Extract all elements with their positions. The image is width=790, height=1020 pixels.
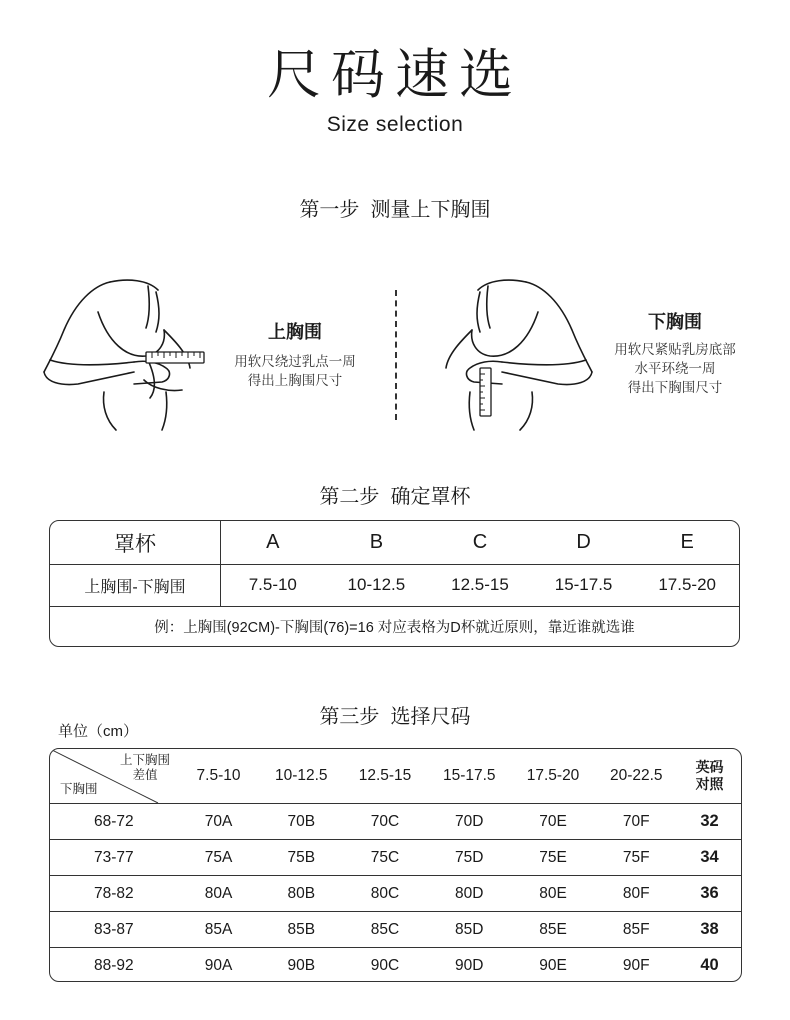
size-cell: 75E [539,848,567,866]
underbust-cell: 73-77 [93,848,134,866]
size-cell: 90C [370,956,400,974]
diff-column-header: 15-17.5 [442,767,496,784]
upper-bust-label: 上胸围 [268,322,322,342]
table-row [50,803,741,839]
corner-cell [50,749,178,803]
cup-range-row [50,564,739,607]
table-row [50,911,741,947]
size-cell: 80B [287,884,316,902]
size-cell: 75F [622,848,650,866]
size-cell: 70B [287,812,316,830]
cup-range: 17.5-20 [658,575,716,594]
cup-range: 10-12.5 [347,575,406,594]
uk-size-cell: 32 [700,812,719,830]
upper-bust-desc [212,352,378,390]
size-cell: 85C [370,920,400,938]
size-cell: 75C [370,848,400,866]
uk-size-cell: 34 [700,848,719,866]
size-cell: 80F [622,884,650,902]
diff-column-header: 10-12.5 [274,767,328,784]
size-cell: 70D [455,812,484,830]
upper-bust-desc-line: 得出上胸围尺寸 [247,373,343,388]
corner-bottom-label: 下胸围 [60,782,98,796]
size-cell: 90A [204,956,233,974]
underbust-cell: 88-92 [93,956,134,974]
underbust-cell: 68-72 [93,812,134,830]
table-row [50,839,741,875]
under-bust-illustration [420,272,598,432]
cup-range: 7.5-10 [248,575,297,594]
cup-header-row [50,521,739,565]
step2-heading: 第二步 确定罩杯 [319,486,471,508]
table-row [50,947,741,982]
size-cell: 80A [204,884,233,902]
page-title: 尺码速选 [267,45,523,105]
size-cell: 70C [370,812,400,830]
upper-bust-illustration [38,272,216,432]
unit-label: 单位（cm） [58,723,138,740]
cup-header-label: 罩杯 [50,521,221,564]
size-cell: 90E [539,956,567,974]
size-cell: 70F [622,812,650,830]
table-row [50,875,741,911]
uk-header-line: 英码 [695,759,724,775]
step1-heading: 第一步 测量上下胸围 [299,199,491,221]
size-cell: 75D [455,848,484,866]
cup-range: 12.5-15 [451,575,509,594]
uk-header-line: 对照 [695,776,724,792]
diff-column-header: 17.5-20 [526,767,580,784]
under-bust-desc-line: 得出下胸围尺寸 [627,380,723,395]
cup-range-label: 上胸围-下胸围 [50,564,221,606]
under-bust-desc-line: 水平环绕一周 [634,361,716,376]
size-cell: 85D [455,920,484,938]
size-cell: 90B [287,956,316,974]
page-subtitle: Size selection [326,113,464,136]
cup-range: 15-17.5 [554,575,613,594]
corner-top-line: 差值 [132,768,158,782]
cup-letter: A [266,531,280,553]
corner-top-line: 上下胸围 [120,753,171,767]
size-cell: 90F [622,956,650,974]
underbust-cell: 83-87 [93,920,134,938]
uk-size-cell: 38 [700,920,719,938]
size-cell: 85B [287,920,316,938]
diff-column-header: 7.5-10 [196,767,241,784]
step3-heading: 第三步 选择尺码 [319,706,471,728]
size-table [49,748,742,982]
size-header-row [50,749,741,803]
diff-column-header: 20-22.5 [609,767,663,784]
cup-table [49,520,740,647]
cup-letter: D [576,531,591,553]
size-cell: 70E [539,812,567,830]
uk-size-cell: 40 [700,956,719,974]
underbust-cell: 78-82 [93,884,134,902]
cup-letter: B [369,531,384,553]
size-cell: 75B [287,848,316,866]
size-cell: 90D [455,956,484,974]
section-divider [395,290,397,420]
size-cell: 85E [539,920,567,938]
under-bust-label: 下胸围 [648,312,702,332]
size-cell: 85F [622,920,650,938]
cup-letter: C [472,531,488,553]
uk-size-cell: 36 [700,884,719,902]
size-cell: 85A [204,920,233,938]
under-bust-desc-line: 用软尺紧贴乳房底部 [614,342,736,357]
size-cell: 80E [539,884,567,902]
uk-column-header [678,749,741,803]
diff-column-header: 12.5-15 [358,767,412,784]
size-cell: 75A [204,848,233,866]
upper-bust-desc-line: 用软尺绕过乳点一周 [234,354,356,369]
under-bust-desc [592,340,758,397]
size-cell: 80C [370,884,400,902]
size-cell: 70A [204,812,233,830]
cup-letter: E [680,531,694,553]
size-cell: 80D [455,884,484,902]
corner-top-label [120,753,170,783]
cup-example: 例：上胸围(92CM)-下胸围(76)=16 对应表格为D杯就近原则，靠近谁就选谁 [154,619,635,636]
